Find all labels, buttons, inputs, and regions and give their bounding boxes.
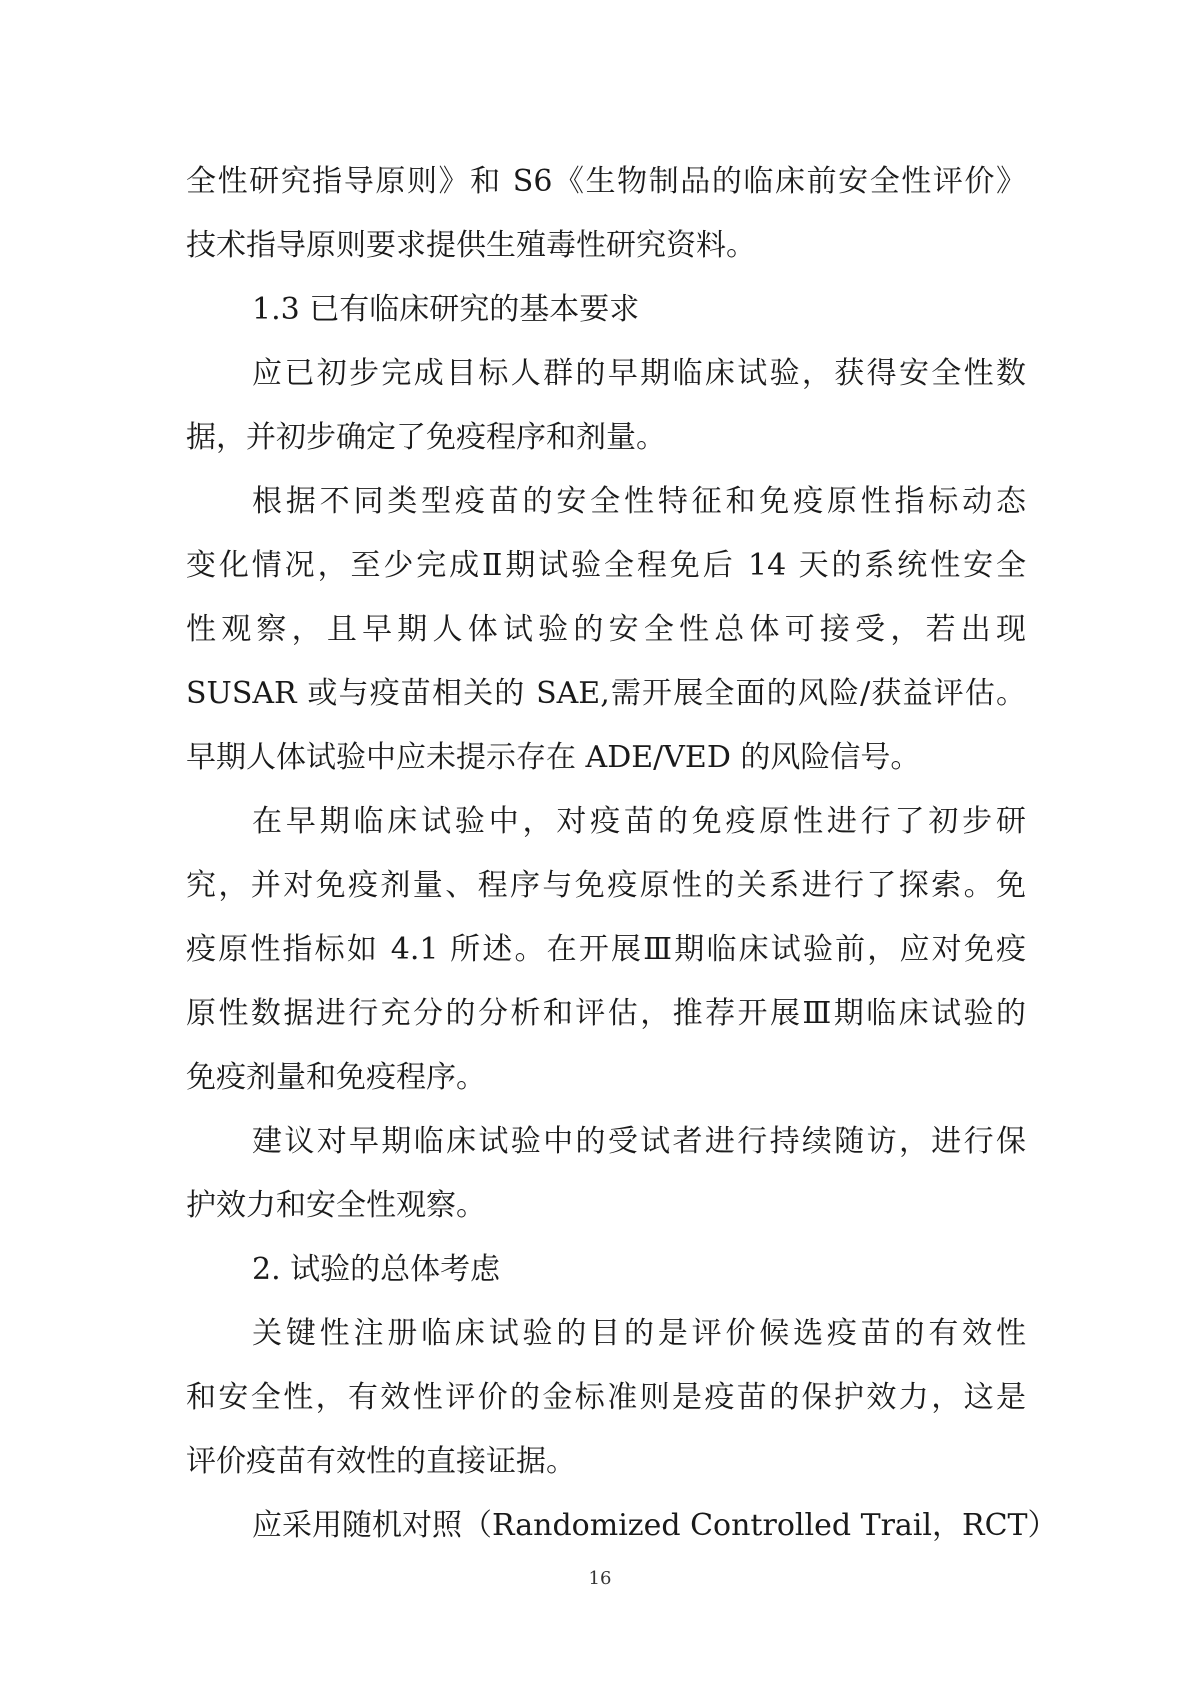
text-line: 全性研究指导原则》和 S6《生物制品的临床前安全性评价》 <box>186 164 1026 199</box>
text-line: 应已初步完成目标人群的早期临床试验，获得安全性数 <box>252 356 1026 391</box>
page-number: 16 <box>588 1568 612 1589</box>
text-line: 护效力和安全性观察。 <box>186 1188 486 1223</box>
text-line: 免疫剂量和免疫程序。 <box>186 1060 486 1095</box>
text-line: 早期人体试验中应未提示存在 ADE/VED 的风险信号。 <box>186 740 921 775</box>
body-text <box>186 150 1058 1558</box>
section-heading: 1.3 已有临床研究的基本要求 <box>252 292 640 327</box>
section-heading: 2. 试验的总体考虑 <box>252 1252 501 1287</box>
text-line: 性观察，且早期人体试验的安全性总体可接受，若出现 <box>186 612 1026 647</box>
text-line: 和安全性，有效性评价的金标准则是疫苗的保护效力，这是 <box>186 1380 1026 1415</box>
text-line: 技术指导原则要求提供生殖毒性研究资料。 <box>186 228 756 263</box>
text-line: 建议对早期临床试验中的受试者进行持续随访，进行保 <box>252 1124 1026 1159</box>
text-line: SUSAR 或与疫苗相关的 SAE,需开展全面的风险/获益评估。 <box>186 676 1026 711</box>
text-line: 变化情况，至少完成Ⅱ期试验全程免后 14 天的系统性安全 <box>186 548 1026 583</box>
text-line: 在早期临床试验中，对疫苗的免疫原性进行了初步研 <box>252 804 1026 839</box>
text-line: 关键性注册临床试验的目的是评价候选疫苗的有效性 <box>252 1316 1026 1351</box>
text-line: 据，并初步确定了免疫程序和剂量。 <box>186 420 666 455</box>
text-line: 应采用随机对照（Randomized Controlled Trail，RCT） <box>252 1508 1058 1543</box>
text-line: 评价疫苗有效性的直接证据。 <box>186 1444 576 1479</box>
text-line: 根据不同类型疫苗的安全性特征和免疫原性指标动态 <box>252 484 1026 519</box>
text-line: 疫原性指标如 4.1 所述。在开展Ⅲ期临床试验前，应对免疫 <box>186 932 1026 967</box>
text-line: 究，并对免疫剂量、程序与免疫原性的关系进行了探索。免 <box>186 868 1026 903</box>
text-line: 原性数据进行充分的分析和评估，推荐开展Ⅲ期临床试验的 <box>186 996 1026 1031</box>
